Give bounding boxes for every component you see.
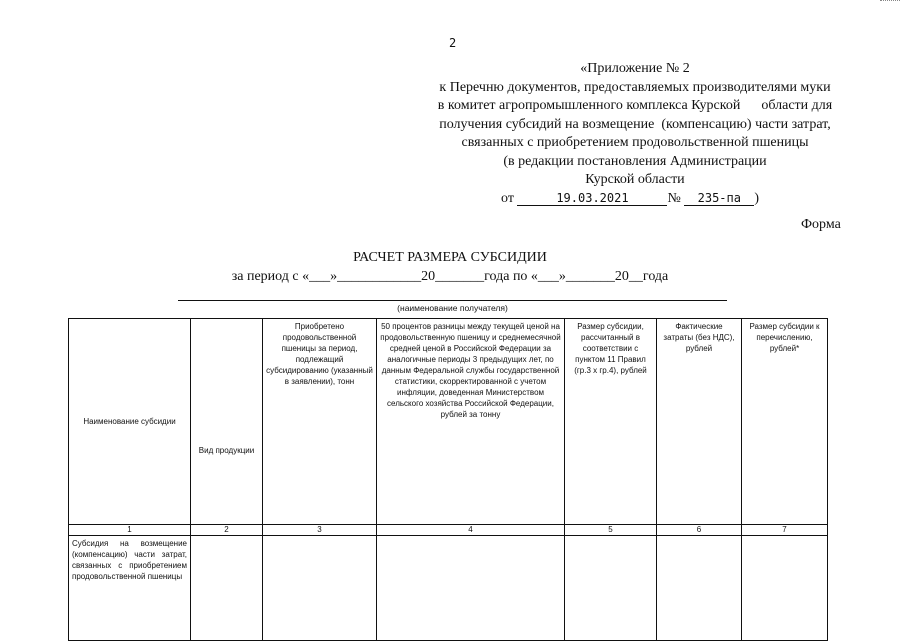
close-paren: ) xyxy=(754,190,759,206)
cell-price-difference[interactable] xyxy=(377,536,565,641)
cell-product-type[interactable] xyxy=(191,536,263,641)
cell-calculated-subsidy[interactable] xyxy=(565,536,657,641)
document-title: РАСЧЕТ РАЗМЕРА СУБСИДИИ xyxy=(353,250,547,265)
scan-artifact xyxy=(880,0,900,3)
column-number: 1 xyxy=(69,525,191,536)
period-line: за период с «___»____________20_______года по «___»_______20__года xyxy=(231,269,669,284)
appendix-line-5: связанных с приобретением продовольственной пшеницы xyxy=(461,135,809,150)
decree-date: 19.03.2021 xyxy=(517,191,667,206)
row-subsidy-name: Субсидия на возмещение (компенсацию) части затрат, связанных с приобретением продовольственной пшеницы xyxy=(69,536,191,641)
from-label: от xyxy=(501,190,514,206)
appendix-line-2: к Перечню документов, предоставляемых производителями муки xyxy=(439,79,831,95)
appendix-line-7: Курской области xyxy=(585,172,685,187)
appendix-date-line xyxy=(360,190,900,209)
column-number: 6 xyxy=(657,525,742,536)
table-header-row xyxy=(69,319,828,525)
decree-number: 235-па xyxy=(684,191,754,206)
header-subsidy-name: Наименование субсидии xyxy=(69,319,191,525)
appendix-line-4: получения субсидий на возмещение (компенсацию) части затрат, xyxy=(439,116,831,132)
appendix-line-1: «Приложение № 2 xyxy=(580,61,690,76)
header-calculated-subsidy: Размер субсидии, рассчитанный в соответствии с пунктом 11 Правил (гр.3 х гр.4), рублей xyxy=(565,319,657,525)
cell-subsidy-to-transfer[interactable] xyxy=(742,536,828,641)
form-label: Форма xyxy=(801,217,841,232)
appendix-header xyxy=(370,60,900,208)
cell-actual-costs[interactable] xyxy=(657,536,742,641)
recipient-label: (наименование получателя) xyxy=(397,303,508,313)
header-wheat-purchased: Приобретено продовольственной пшеницы за период, подлежащий субсидированию (указанный в заявлении), тонн xyxy=(263,319,377,525)
header-product-type: Вид продукции xyxy=(191,319,263,525)
appendix-line-6: (в редакции постановления Администрации xyxy=(503,153,767,169)
header-subsidy-to-transfer: Размер субсидии к перечислению, рублей* xyxy=(742,319,828,525)
column-numbers-row xyxy=(69,525,828,536)
subsidy-calculation-table xyxy=(68,318,828,641)
header-price-difference: 50 процентов разницы между текущей ценой на продовольственную пшеницу и среднемесячной средней ценой в Российской Федерации за аналогичные периоды 3 предыдущих лет, по данным Федеральной службы государственной статистики, скорректированной с учетом инфляции, доведенная Министерством сельского хозяйства Российской Федерации, рублей за тонну xyxy=(377,319,565,525)
page-number: 2 xyxy=(449,36,457,50)
column-number: 2 xyxy=(191,525,263,536)
column-number: 7 xyxy=(742,525,828,536)
appendix-line-3: в комитет агропромышленного комплекса Курской области для xyxy=(437,98,833,113)
recipient-name-line xyxy=(178,300,727,301)
cell-wheat-purchased[interactable] xyxy=(263,536,377,641)
number-label: № xyxy=(667,190,681,206)
column-number: 4 xyxy=(377,525,565,536)
table-row xyxy=(69,536,828,641)
column-number: 5 xyxy=(565,525,657,536)
header-actual-costs: Фактические затраты (без НДС), рублей xyxy=(657,319,742,525)
column-number: 3 xyxy=(263,525,377,536)
